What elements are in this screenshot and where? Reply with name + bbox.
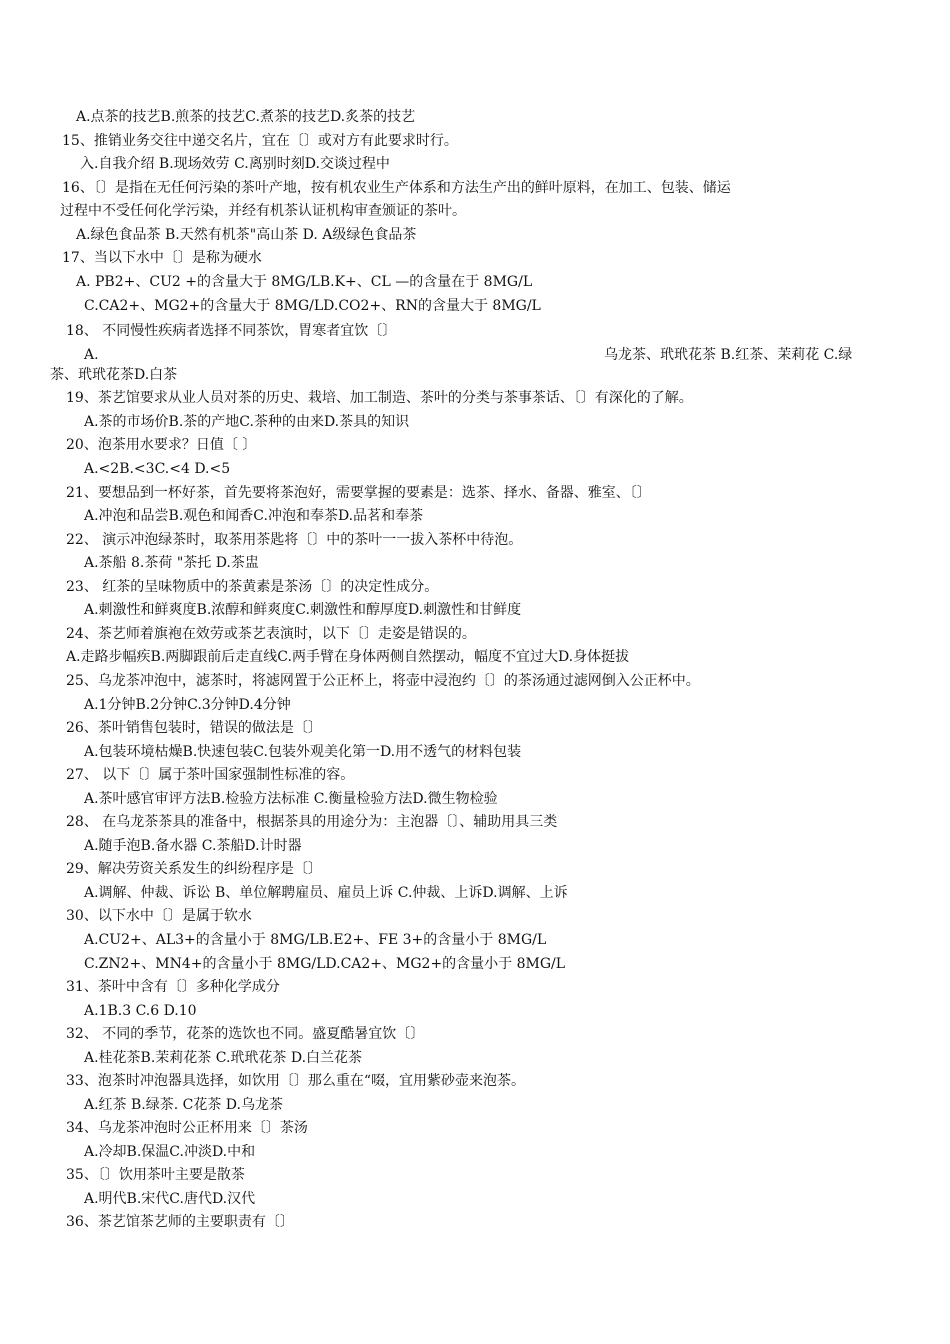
text-line: A.冷却B.保温C.冲淡D.中和 [84,1144,256,1160]
question-32: 32、 不同的季节，花茶的选饮也不同。盛夏酷暑宜饮〔〕 [66,1026,425,1042]
text-line: A. [84,347,99,363]
text-line: A.1B.3 C.6 D.10 [84,1003,197,1019]
text-line: A.随手泡B.备水器 C.茶船D.计时器 [84,838,302,854]
question-36: 36、茶艺馆茶艺师的主要职责有〔〕 [66,1214,294,1230]
question-26: 26、茶叶销售包装时，错误的做法是〔〕 [66,720,322,736]
question-15: 15、推销业务交往中递交名片，宜在〔〕或对方有此要求时行。 [62,133,458,149]
text-line: A.茶叶感官审评方法B.检验方法标准 C.衡量检验方法D.微生物检验 [84,791,498,807]
text-line: A.茶船 8.茶荷 "茶托 D.茶盅 [84,555,259,571]
question-22: 22、 演示冲泡绿茶时，取茶用茶匙将〔〕中的茶叶一一拔入茶杯中待泡。 [66,532,523,548]
question-34: 34、乌龙茶冲泡时公正杯用来〔〕茶汤 [66,1120,308,1136]
question-31: 31、茶叶中含有〔〕多种化学成分 [66,979,280,995]
text-line: A.茶的市场价B.茶的产地C.茶种的由来D.茶具的知识 [84,414,410,430]
text-line: A.包装环境枯燥B.快速包装C.包装外观美化第一D.用不透气的材料包装 [84,744,522,760]
question-19: 19、茶艺馆要求从业人员对茶的历史、栽培、加工制造、茶叶的分类与茶事茶话、〔〕有深化的了解。 [66,390,693,406]
text-line: A.<2B.<3C.<4 D.<5 [84,461,231,477]
text-line: A.明代B.宋代C.唐代D.汉代 [84,1191,256,1207]
text-line: A.刺激性和鲜爽度B.浓醇和鲜爽度C.刺激性和醇厚度D.刺激性和甘鲜度 [84,602,522,618]
question-23: 23、 红茶的呈味物质中的茶黄素是茶汤〔〕的决定性成分。 [66,579,439,595]
text-line: 入.自我介绍 B.现场效劳 C.离别时刻D.交谈过程中 [80,156,390,172]
text-line: A.红茶 B.绿茶. C花茶 D.乌龙茶 [84,1097,283,1113]
text-line: A.绿色食品茶 B.天然有机茶"高山茶 D. A级绿色食品茶 [76,227,417,243]
question-27: 27、 以下〔〕属于茶叶国家强制性标准的容。 [66,767,355,783]
question-17: 17、当以下水中〔〕是称为硬水 [62,250,262,266]
question-16: 16、〔〕是指在无任何污染的茶叶产地，按有机农业生产体系和方法生产出的鲜叶原料，在加工、包装、储运 [62,180,731,196]
text-line: A.调解、仲裁、诉讼 B、单位解聘雇员、雇员上诉 C.仲裁、上诉D.调解、上诉 [84,885,568,901]
question-20: 20、泡茶用水要求？日值〔 〕 [66,437,257,453]
question-35: 35、〔〕饮用茶叶主要是散茶 [66,1167,245,1183]
text-line: 乌龙茶、玳玳花茶 B.红茶、茉莉花 C.绿 [604,347,853,363]
question-29: 29、解决劳资关系发生的纠纷程序是〔〕 [66,861,322,877]
question-21: 21、要想品到一杯好茶，首先要将茶泡好，需要掌握的要素是：选茶、择水、备器、雅室、〔〕 [66,485,651,501]
question-30: 30、以下水中〔〕是属于软水 [66,908,252,924]
text-line: A.走路步幅疾B.两脚跟前后走直线C.两手臂在身体两侧自然摆动，幅度不宜过大D.身体挺拔 [66,649,630,665]
text-line: 过程中不受任何化学污染，并经有机茶认证机构审查颁证的茶叶。 [60,203,466,219]
question-24: 24、茶艺师着旗袍在效劳或茶艺表演时，以下〔〕走姿是错误的。 [66,626,476,642]
question-28: 28、 在乌龙茶茶具的准备中，根据茶具的用途分为：主泡器〔〕、辅助用具三类 [66,814,558,830]
text-line: A.1分钟B.2分钟C.3分钟D.4分钟 [84,697,291,713]
text-line: A. PB2+、CU2 +的含量大于 8MG/LB.K+、CL —的含量在于 8MG/L [76,274,533,290]
text-line: 茶、玳玳花茶D.白茶 [50,367,178,383]
text-line: A.冲泡和品尝B.观色和闻香C.冲泡和奉茶D.品茗和奉茶 [84,508,424,524]
question-18: 18、 不同慢性疾病者选择不同茶饮，胃寒者宜饮〔〕 [66,323,397,339]
text-line: A.点茶的技艺B.煎茶的技艺C.煮茶的技艺D.炙茶的技艺 [76,109,416,125]
question-33: 33、泡茶时冲泡器具选择，如饮用〔〕那么重在“啜，宜用紫砂壶来泡茶。 [66,1073,525,1089]
question-25: 25、乌龙茶冲泡中，滤茶时，将滤网置于公正杯上，将壶中浸泡约〔〕的茶汤通过滤网倒入公正杯中。 [66,673,700,689]
text-line: C.CA2+、MG2+的含量大于 8MG/LD.CO2+、RN的含量大于 8MG/L [84,298,541,314]
text-line: A.CU2+、AL3+的含量小于 8MG/LB.E2+、FE 3+的含量小于 8MG/L [84,932,547,948]
text-line: C.ZN2+、MN4+的含量小于 8MG/LD.CA2+、MG2+的含量小于 8MG/L [84,956,566,972]
text-line: A.桂花茶B.茉莉花茶 C.玳玳花茶 D.白兰花茶 [84,1050,363,1066]
